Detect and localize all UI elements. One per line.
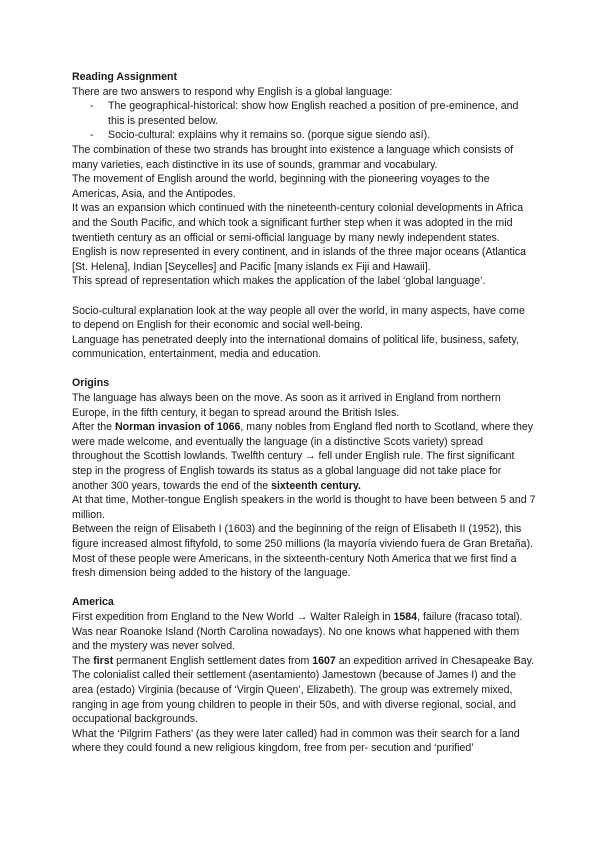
dash-bullet: - bbox=[90, 100, 94, 113]
answers-list bbox=[72, 99, 536, 143]
paragraph: The combination of these two strands has brought into existence a language which consists of many varieties, each distinctive in its use of sounds, grammar and vocabulary. bbox=[72, 143, 514, 171]
paragraph: Language has penetrated deeply into the international domains of political life, business, safety, communication, entertainment, media and education. bbox=[72, 333, 519, 361]
bold-text: first bbox=[93, 654, 114, 667]
bold-text: 1584 bbox=[393, 610, 418, 623]
bold-text: Norman invasion of 1066 bbox=[115, 421, 241, 434]
paragraph: At that time, Mother-tongue English speakers in the world is thought to have been between 5 and 7 million. bbox=[72, 494, 536, 521]
bold-text: 1607 bbox=[312, 654, 336, 667]
paragraph: What the ‘Pilgrim Fathers’ (as they were later called) had in common was their search for a land where they could found a new religious kingdom, free from per- secution and ‘purified’ bbox=[72, 727, 520, 755]
list-item: - The geographical-historical: show how English reached a position of pre-eminence, and this is presented below. bbox=[90, 100, 519, 127]
paragraph: Between the reign of Elisabeth I (1603) and the beginning of the reign of Elisabeth II (1952), this figure increased almost fiftyfold, to some 250 millions (la mayoría viviendo fuera de Gran Bretaña). Most of these people were Americans, in the sixteenth-century Noth America that we first find a fresh dimension being added to the history of the language. bbox=[72, 523, 534, 580]
origins-heading: Origins bbox=[72, 377, 110, 390]
bold-text: sixteenth century. bbox=[271, 479, 361, 492]
paragraph: After the Norman invasion of 1066, many nobles from England fled north to Scotland, where they were made welcome, and eventually the language (in a distinctive Scots variety) spread throughout the Scottish lowlands. Twelfth century → fell under English rule. The first significant step in the progress of English towards its status as a global language did not take place for another 300 years, towards the end of the sixteenth century. bbox=[72, 421, 534, 492]
list-item: - Socio-cultural: explains why it remains so. (porque sigue siendo así). bbox=[90, 129, 431, 142]
dash-bullet: - bbox=[90, 129, 94, 142]
paragraph: First expedition from England to the New World → Walter Raleigh in 1584, failure (fracaso total). Was near Roanoke Island (North Carolina nowadays). No one knows what happened with them and the mystery was never solved. bbox=[72, 610, 523, 653]
reading-intro: There are two answers to respond why English is a global language: bbox=[72, 85, 393, 98]
paragraph: The first permanent English settlement dates from 1607 an expedition arrived in Chesapeake Bay. The colonialist called their settlement (asentamiento) Jamestown (because of James I) and the area (estado) Virginia (because of ‘Virgin Queen’, Elizabeth). The group was extremely mixed, ranging in age from young children to people in their 50s, and with diverse regional, social, and occupational backgrounds. bbox=[72, 654, 535, 726]
paragraph: The movement of English around the world, beginning with the pioneering voyages to the Americas, Asia, and the Antipodes. bbox=[72, 173, 490, 200]
america-heading: America bbox=[72, 596, 114, 609]
reading-assignment-heading: Reading Assignment bbox=[72, 71, 177, 83]
paragraph: It was an expansion which continued with the nineteenth-century colonial developments in Africa and the South Pacific, and which took a significant further step when it was adopted in the mid twentieth century as an official or semi-official language by many newly independent states. bbox=[72, 202, 524, 244]
paragraph: English is now represented in every continent, and in islands of the three major oceans (Atlantica [St. Helena], Indian [Seycelles] and Pacific [many islands ex Fiji and Hawaii]. bbox=[72, 246, 527, 273]
paragraph: Socio-cultural explanation look at the way people all over the world, in many aspects, have come to depend on English for their economic and social well-being. bbox=[72, 304, 525, 332]
paragraph: This spread of representation which makes the application of the label ‘global language’. bbox=[72, 275, 486, 288]
paragraph: The language has always been on the move. As soon as it arrived in England from northern Europe, in the fifth century, it began to spread around the British Isles. bbox=[72, 392, 501, 419]
